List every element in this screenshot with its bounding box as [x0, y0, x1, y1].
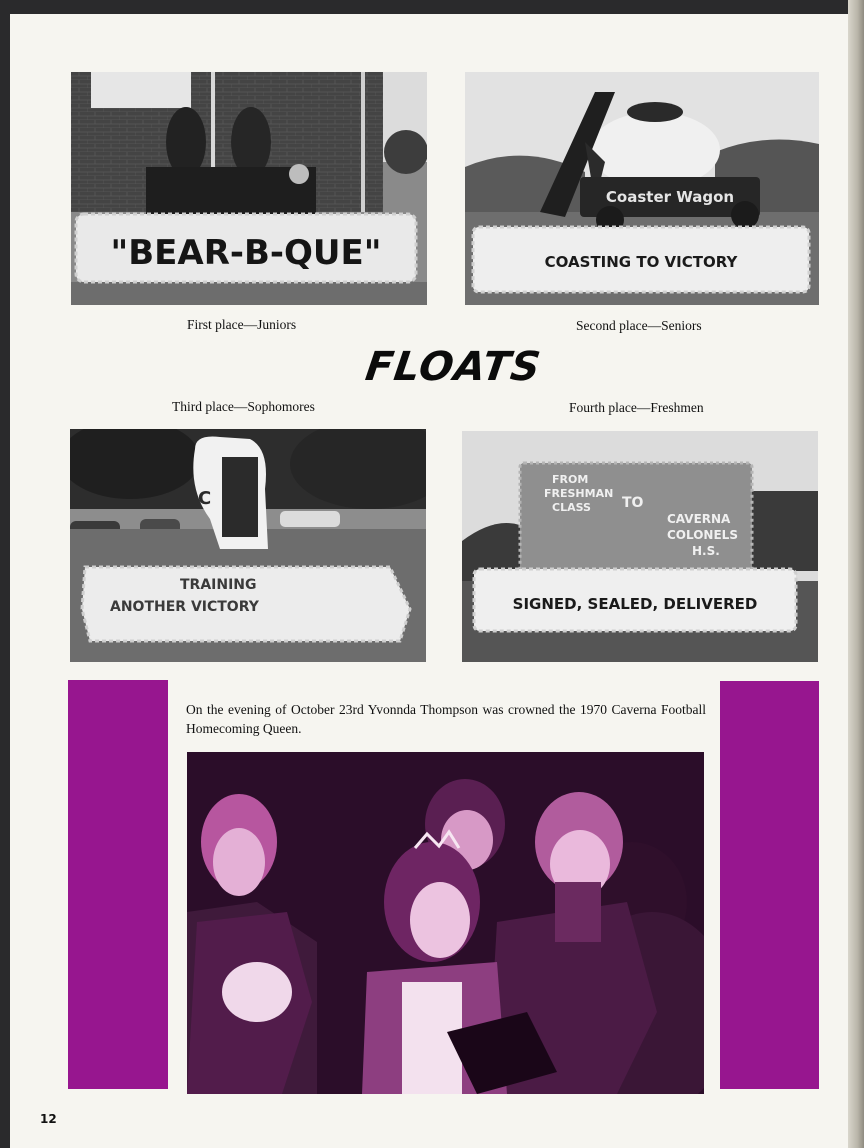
seniors-wagon-text: Coaster Wagon: [605, 188, 735, 206]
photo-sophomores-float: [70, 429, 426, 662]
freshmen-box-text-2: FRESHMAN: [544, 487, 614, 500]
photo-seniors-float: [465, 72, 819, 305]
seniors-float-text: COASTING TO VICTORY: [544, 253, 738, 271]
juniors-float-text: "BEAR-B-QUE": [110, 233, 382, 273]
accent-bar-right: [720, 681, 819, 1089]
caption-second-place: Second place—Seniors: [576, 318, 702, 333]
freshmen-box-text-5: CAVERNA: [667, 512, 731, 526]
photo-homecoming-queen: [187, 752, 704, 1094]
story-text: On the evening of October 23rd Yvonnda Thompson was crowned the 1970 Caverna Football Homecoming Queen.: [186, 702, 706, 736]
freshmen-float-text: SIGNED, SEALED, DELIVERED: [512, 595, 758, 613]
freshmen-box-text-7: H.S.: [692, 544, 720, 558]
page-title: FLOATS: [362, 344, 544, 390]
caption-third-place: Third place—Sophomores: [172, 399, 315, 414]
sophomores-float-text-1: TRAINING: [180, 577, 257, 593]
caption-first-place: First place—Juniors: [187, 317, 297, 332]
sophomores-letter: C: [198, 488, 212, 509]
accent-bar-left: [68, 680, 168, 1089]
freshmen-box-text-3: CLASS: [552, 501, 591, 514]
caption-fourth-place: Fourth place—Freshmen: [569, 400, 704, 415]
page-number: 12: [40, 1112, 57, 1126]
freshmen-box-text-1: FROM: [552, 473, 589, 486]
freshmen-box-text-6: COLONELS: [667, 528, 738, 542]
photo-juniors-float: [71, 72, 427, 305]
freshmen-box-text-4: TO: [622, 495, 644, 511]
page-edge: [848, 0, 864, 1148]
photo-freshmen-float: [462, 431, 818, 662]
sophomores-float-text-2: ANOTHER VICTORY: [110, 599, 259, 615]
